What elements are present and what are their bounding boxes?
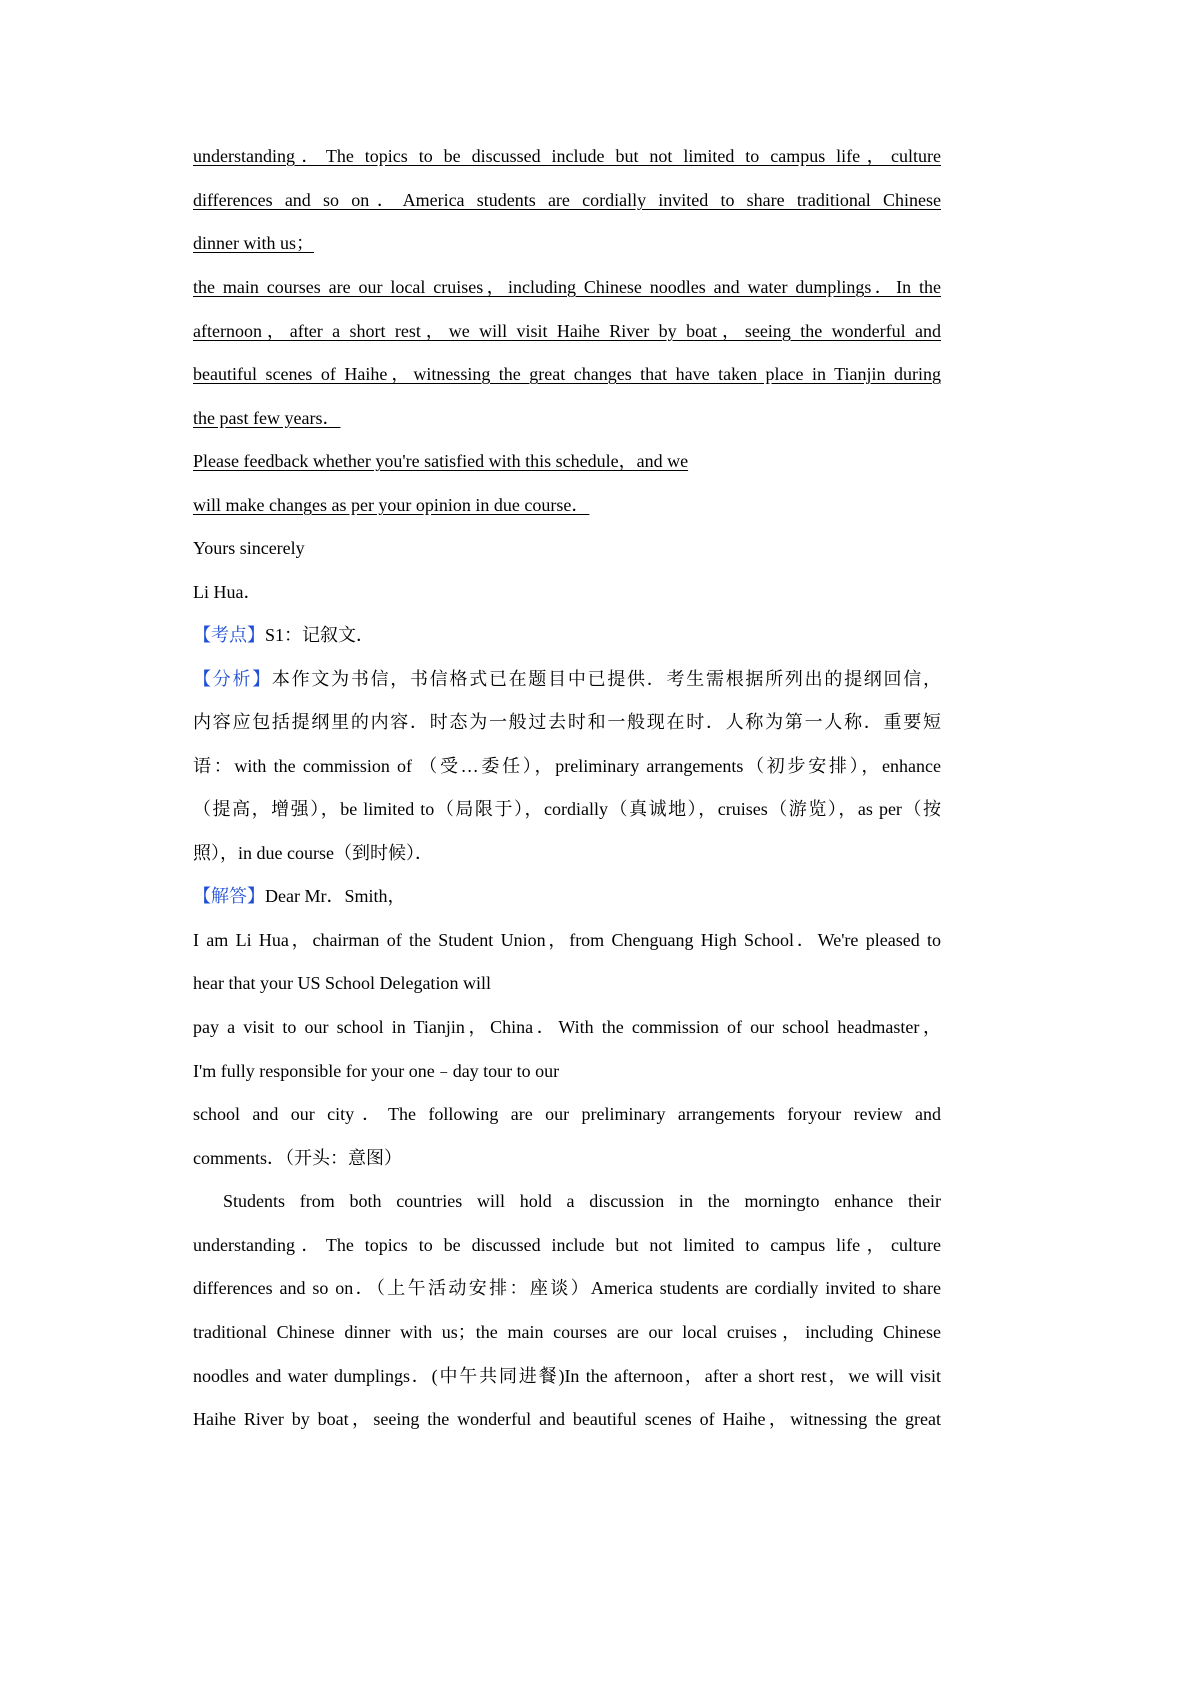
- fenxi-line: 内容应包括提纲里的内容．时态为一般过去时和一般现在时．人称为第一人称．重要短: [193, 712, 941, 732]
- jieda-line: understanding．The topics to be discussed include but not limited to campus life，culture: [193, 1235, 941, 1255]
- jieda-line: differences and so on．（上午活动安排：座谈）America students are cordially invited to share: [193, 1278, 941, 1298]
- jieda-line: hear that your US School Delegation will: [193, 973, 491, 993]
- answer-line: dinner with us；: [193, 233, 314, 253]
- jieda-line: I am Li Hua，chairman of the Student Union，from Chenguang High School．We're pleased to: [193, 930, 941, 950]
- fenxi-line: [193, 667, 941, 691]
- letter-signature: Li Hua．: [193, 582, 262, 602]
- jieda-line: Students from both countries will hold a discussion in the morningto enhance their: [223, 1191, 941, 1211]
- answer-line: Please feedback whether you're satisfied with this schedule，and we: [193, 451, 689, 471]
- answer-line: beautiful scenes of Haihe，witnessing the great changes that have taken place in Tianjin during: [193, 364, 941, 384]
- jieda-line: comments．（开头：意图）: [193, 1148, 402, 1168]
- answer-line: differences and so on．America students are cordially invited to share traditional Chinese: [193, 190, 941, 210]
- jieda-line: noodles and water dumplings．(中午共同进餐)In the afternoon，after a short rest，we will visit: [193, 1366, 941, 1386]
- answer-line: afternoon，after a short rest，we will visit Haihe River by boat，seeing the wonderful and: [193, 321, 941, 341]
- jieda-line: [193, 884, 405, 908]
- answer-line: will make changes as per your opinion in due course．: [193, 495, 590, 515]
- kaodian-section: [193, 623, 374, 647]
- kaodian-tag: 【考点】: [193, 625, 265, 645]
- kaodian-text: S1：记叙文．: [265, 625, 375, 645]
- fenxi-line: （提高，增强），be limited to（局限于），cordially（真诚地），cruises（游览），as per（按: [193, 799, 941, 819]
- jieda-line: school and our city．The following are our preliminary arrangements foryour review and: [193, 1104, 941, 1124]
- jieda-line: I'm fully responsible for your one﹣day tour to our: [193, 1061, 560, 1081]
- fenxi-line: 语：with the commission of （受…委任），preliminary arrangements（初步安排），enhance: [193, 756, 941, 776]
- jieda-tag: 【解答】: [193, 886, 265, 906]
- jieda-line: traditional Chinese dinner with us；the main courses are our local cruises，including Chinese: [193, 1322, 941, 1342]
- jieda-line: Haihe River by boat，seeing the wonderful and beautiful scenes of Haihe，witnessing the great: [193, 1409, 941, 1429]
- jieda-line: pay a visit to our school in Tianjin，China．With the commission of our school headmaster，: [193, 1017, 941, 1037]
- fenxi-text: 本作文为书信，书信格式已在题目中已提供．考生需根据所列出的提纲回信，: [271, 669, 941, 689]
- letter-closing: Yours sincerely: [193, 538, 305, 558]
- fenxi-tag: 【分析】: [193, 669, 272, 689]
- answer-line: the past few years．: [193, 408, 341, 428]
- answer-line: the main courses are our local cruises，including Chinese noodles and water dumplings．In the: [193, 277, 941, 297]
- letter-salutation: Dear Mr．Smith，: [265, 886, 406, 906]
- fenxi-line: 照），in due course（到时候）．: [193, 843, 433, 863]
- answer-line: understanding．The topics to be discussed include but not limited to campus life，culture: [193, 146, 941, 166]
